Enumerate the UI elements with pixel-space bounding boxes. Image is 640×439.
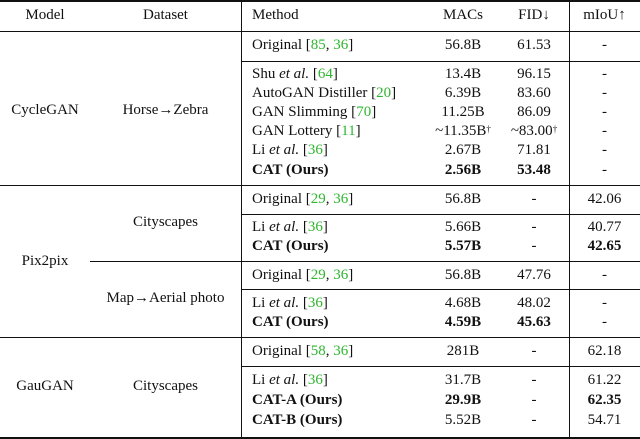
fid-value: 48.02: [517, 295, 551, 311]
fid-value: 96.15: [517, 66, 551, 82]
method-original: Original [85, 36]: [252, 37, 354, 53]
macs-value: 5.66B: [444, 219, 482, 235]
fid-value: 71.81: [517, 142, 551, 158]
fid-value: 45.63: [517, 314, 551, 330]
gaugan-original-rule: [241, 366, 640, 367]
macs-value: 6.39B: [444, 85, 482, 101]
macs-value: 2.56B: [444, 162, 482, 178]
macs-value: 29.9B: [444, 392, 482, 408]
miou-value: -: [602, 295, 607, 311]
model-pix2pix: Pix2pix: [21, 253, 69, 269]
method-autogan: AutoGAN Distiller [20]: [252, 85, 397, 101]
method-original: Original [58, 36]: [252, 343, 354, 359]
header-dataset: Dataset: [143, 7, 188, 23]
macs-value: 5.57B: [444, 238, 482, 254]
method-original: Original [29, 36]: [252, 267, 354, 283]
method-li: Li et al. [36]: [252, 372, 328, 388]
pix2pix-dataset-rule: [90, 261, 640, 262]
method-cat-a: CAT-A (Ours): [252, 392, 343, 408]
method-li: Li et al. [36]: [252, 142, 328, 158]
miou-value: -: [602, 66, 607, 82]
dataset-cityscapes: Cityscapes: [133, 378, 198, 394]
fid-value: -: [531, 219, 537, 235]
miou-value: -: [602, 85, 607, 101]
method-column-rule: [241, 0, 242, 439]
fid-value: -: [531, 238, 537, 254]
macs-value: 31.7B: [444, 372, 482, 388]
macs-value: 4.59B: [444, 314, 482, 330]
fid-value: 53.48: [517, 162, 551, 178]
pix2pix-bottom-rule: [0, 337, 640, 338]
dataset-cityscapes: Cityscapes: [133, 214, 198, 230]
fid-value: 86.09: [517, 104, 551, 120]
cyclegan-original-rule: [241, 61, 640, 62]
fid-value: ~83.00†: [510, 123, 558, 139]
macs-value: 56.8B: [444, 191, 482, 207]
fid-value: -: [531, 372, 537, 388]
macs-value: 13.4B: [444, 66, 482, 82]
header-macs: MACs: [442, 7, 483, 23]
miou-value: 61.22: [587, 372, 622, 388]
macs-value: 4.68B: [444, 295, 482, 311]
method-shu: Shu et al. [64]: [252, 66, 338, 82]
miou-value: -: [602, 142, 607, 158]
macs-value: 11.25B: [441, 104, 485, 120]
dataset-map-aerial: Map→Aerial photo: [106, 290, 225, 306]
miou-value: -: [602, 37, 607, 53]
header-method: Method: [252, 7, 299, 23]
fid-value: 47.76: [517, 267, 551, 283]
miou-value: 42.06: [587, 191, 622, 207]
model-cyclegan: CycleGAN: [11, 102, 79, 118]
dataset-horse-zebra: Horse→Zebra: [122, 102, 209, 118]
macs-value: 56.8B: [444, 267, 482, 283]
miou-value: 62.35: [587, 392, 622, 408]
miou-value: -: [602, 162, 607, 178]
miou-value: 40.77: [587, 219, 622, 235]
method-cat-b: CAT-B (Ours): [252, 412, 343, 428]
method-cat: CAT (Ours): [252, 162, 329, 178]
header-model: Model: [25, 7, 65, 23]
fid-value: -: [531, 412, 537, 428]
fid-value: -: [531, 191, 537, 207]
header-rule: [0, 31, 640, 32]
table-top-rule: [0, 0, 640, 2]
macs-value: 281B: [446, 343, 480, 359]
header-miou: mIoU↑: [583, 7, 626, 23]
fid-value: -: [531, 392, 537, 408]
model-gaugan: GauGAN: [16, 378, 74, 394]
miou-value: -: [602, 104, 607, 120]
macs-value: 2.67B: [444, 142, 482, 158]
method-cat: CAT (Ours): [252, 238, 329, 254]
miou-value: 42.65: [587, 238, 622, 254]
method-cat: CAT (Ours): [252, 314, 329, 330]
miou-value: -: [602, 314, 607, 330]
fid-value: 83.60: [517, 85, 551, 101]
macs-value: 56.8B: [444, 37, 482, 53]
miou-value: -: [602, 267, 607, 283]
method-li: Li et al. [36]: [252, 219, 328, 235]
fid-value: 61.53: [517, 37, 551, 53]
pix2pix-city-original-rule: [241, 214, 640, 215]
miou-value: 54.71: [587, 412, 622, 428]
method-gan-slimming: GAN Slimming [70]: [252, 104, 377, 120]
header-fid: FID↓: [518, 7, 550, 23]
miou-value: -: [602, 123, 607, 139]
miou-value: 62.18: [587, 343, 622, 359]
pix2pix-map-original-rule: [241, 289, 640, 290]
cyclegan-bottom-rule: [0, 185, 640, 186]
method-original: Original [29, 36]: [252, 191, 354, 207]
method-gan-lottery: GAN Lottery [11]: [252, 123, 361, 139]
method-li: Li et al. [36]: [252, 295, 328, 311]
fid-value: -: [531, 343, 537, 359]
macs-value: ~11.35B†: [435, 123, 491, 139]
macs-value: 5.52B: [444, 412, 482, 428]
